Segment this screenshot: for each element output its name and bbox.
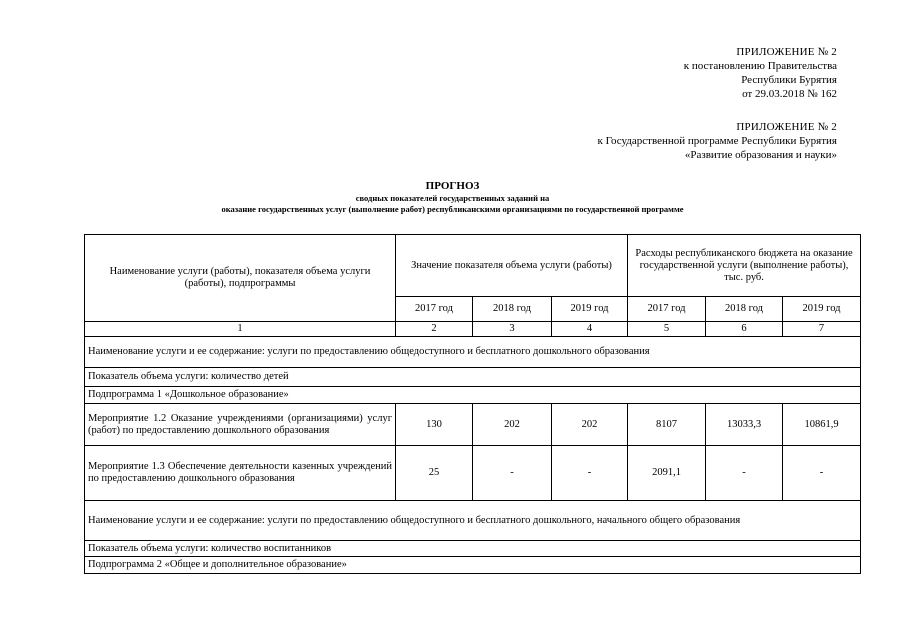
header-expense-cell: Расходы республиканского бюджета на оказание государственной услуги (выполнение работы), тыс. руб.	[628, 235, 861, 297]
value-cell: 130	[396, 404, 473, 446]
column-number: 6	[706, 322, 783, 337]
appendix-authority: Республики Бурятия	[741, 74, 837, 86]
column-number: 4	[552, 322, 628, 337]
column-number: 3	[473, 322, 552, 337]
subprogram-title: Подпрограмма 1 «Дошкольное образование»	[85, 387, 861, 404]
column-number-row	[85, 322, 861, 337]
table-row	[85, 404, 861, 446]
table-header-row	[85, 235, 861, 297]
forecast-table	[84, 234, 861, 574]
program-appendix-title: ПРИЛОЖЕНИЕ № 2	[736, 121, 837, 133]
subprogram-title: Подпрограмма 2 «Общее и дополнительное образование»	[85, 557, 861, 574]
value-cell: -	[552, 446, 628, 501]
value-cell: -	[473, 446, 552, 501]
header-value-cell: Значение показателя объема услуги (работы)	[396, 235, 628, 297]
year-cell: 2017 год	[628, 297, 706, 322]
appendix-date: от 29.03.2018 № 162	[742, 88, 837, 100]
indicator-row	[85, 541, 861, 557]
expense-cell: 13033,3	[706, 404, 783, 446]
subprogram-row	[85, 387, 861, 404]
expense-cell: 2091,1	[628, 446, 706, 501]
expense-cell: -	[706, 446, 783, 501]
document-title	[0, 180, 905, 215]
indicator-row	[85, 368, 861, 387]
column-number: 5	[628, 322, 706, 337]
section-title: Наименование услуги и ее содержание: услуги по предоставлению общедоступного и бесплатного дошкольного образования	[85, 337, 861, 368]
section-row	[85, 337, 861, 368]
indicator-title: Показатель объема услуги: количество воспитанников	[85, 541, 861, 557]
year-cell: 2019 год	[783, 297, 861, 322]
column-number: 2	[396, 322, 473, 337]
value-cell: 202	[552, 404, 628, 446]
program-reference: к Государственной программе Республики Бурятия	[597, 135, 837, 147]
approval-header	[684, 45, 837, 101]
year-cell: 2018 год	[706, 297, 783, 322]
column-number: 1	[85, 322, 396, 337]
program-header	[597, 120, 837, 162]
section-row	[85, 501, 861, 541]
column-number: 7	[783, 322, 861, 337]
activity-name: Мероприятие 1.2 Оказание учреждениями (организациями) услуг (работ) по предоставлению дошкольного образования	[85, 404, 396, 446]
value-cell: 25	[396, 446, 473, 501]
activity-name: Мероприятие 1.3 Обеспечение деятельности казенных учреждений по предоставлению дошкольного образования	[85, 446, 396, 501]
appendix-reference: к постановлению Правительства	[683, 60, 837, 72]
header-name-cell: Наименование услуги (работы), показателя объема услуги (работы), подпрограммы	[85, 235, 396, 322]
expense-cell: -	[783, 446, 861, 501]
value-cell: 202	[473, 404, 552, 446]
title-sub2: оказание государственных услуг (выполнение работ) республиканскими организациями по государственной программе	[221, 204, 684, 214]
subprogram-row	[85, 557, 861, 574]
section-title: Наименование услуги и ее содержание: услуги по предоставлению общедоступного и бесплатного дошкольного, начального общего образования	[85, 501, 861, 541]
program-name: «Развитие образования и науки»	[684, 149, 837, 161]
year-cell: 2017 год	[396, 297, 473, 322]
year-cell: 2019 год	[552, 297, 628, 322]
title-main: ПРОГНОЗ	[425, 180, 480, 192]
indicator-title: Показатель объема услуги: количество детей	[85, 368, 861, 387]
expense-cell: 8107	[628, 404, 706, 446]
table-row	[85, 446, 861, 501]
appendix-title: ПРИЛОЖЕНИЕ № 2	[736, 46, 837, 58]
title-sub1: сводных показателей государственных заданий на	[355, 193, 550, 203]
year-cell: 2018 год	[473, 297, 552, 322]
expense-cell: 10861,9	[783, 404, 861, 446]
